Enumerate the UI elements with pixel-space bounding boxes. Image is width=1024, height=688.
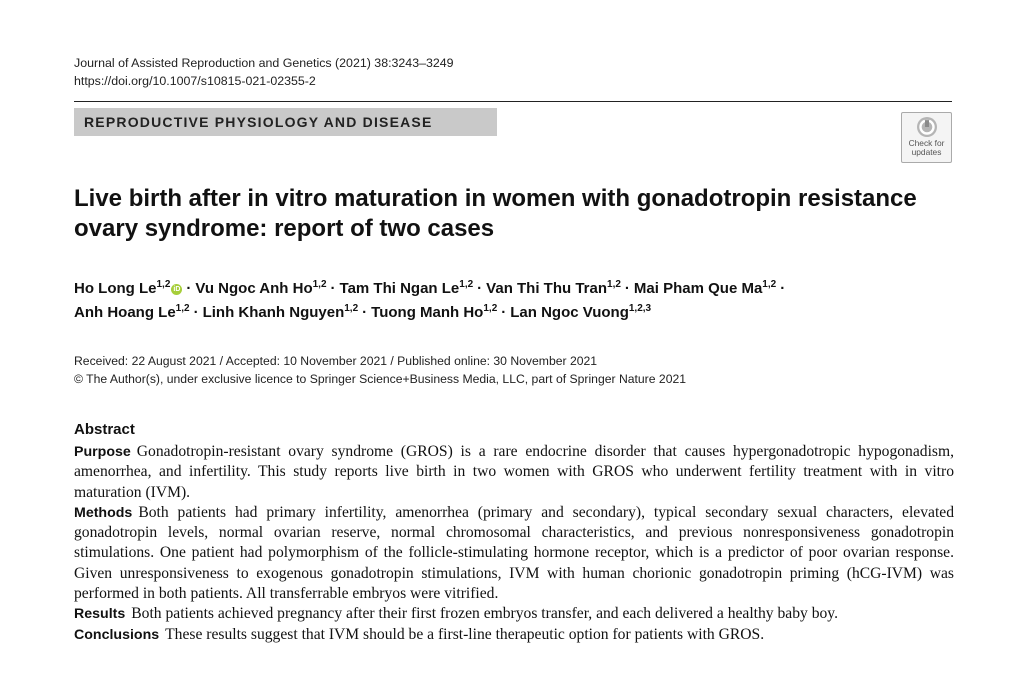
author-affiliation: 1,2 (483, 303, 498, 314)
author-name: Lan Ngoc Vuong (510, 304, 629, 321)
author-separator: · (477, 280, 483, 297)
header-rule (74, 101, 952, 102)
purpose-text: Gonadotropin-resistant ovary syndrome (GROS) is a rare endocrine disorder that causes hypergonadotropic hypogonadism, amenorrhea, and infertility. This study reports live birth in two women with GROS who underwent fertility treatment with in vitro maturation (IVM). (74, 443, 954, 501)
author[interactable] (195, 280, 326, 297)
copyright-line: © The Author(s), under exclusive licence to Springer Science+Business Media, LLC, part of Springer Nature 2021 (74, 372, 687, 386)
author-name: Vu Ngoc Anh Ho (195, 280, 313, 297)
author[interactable] (634, 280, 776, 297)
journal-citation: Journal of Assisted Reproduction and Genetics (2021) 38:3243–3249 (74, 56, 454, 70)
abstract-methods (74, 503, 954, 604)
section-label: REPRODUCTIVE PHYSIOLOGY AND DISEASE (74, 108, 497, 136)
author[interactable] (486, 280, 621, 297)
results-label: Results (74, 606, 126, 623)
purpose-label: Purpose (74, 444, 131, 460)
author-name: Mai Pham Que Ma (633, 280, 763, 297)
author-affiliation: 1,2 (175, 303, 190, 314)
abstract (74, 419, 954, 645)
abstract-results (74, 604, 954, 624)
author-list (74, 277, 954, 325)
author-name: Tuong Manh Ho (371, 304, 484, 321)
author-separator: · (362, 304, 368, 321)
author-name: Ho Long Le (74, 280, 157, 297)
author-affiliation: 1,2 (607, 279, 621, 290)
author-name: Anh Hoang Le (74, 304, 176, 321)
abstract-body (74, 442, 954, 645)
author-affiliation: 1,2 (312, 279, 327, 290)
methods-text: Both patients had primary infertility, amenorrhea (primary and secondary), typical secondary sexual characters, elevated gonadotropin levels, normal ovarian reserve, normal chromosomal characteristics, and previous nonresponsiveness gonadotropin stimulations. One patient had polymorphism of the follicle-stimulating hormone receptor, which is a predictor of poor ovarian response. Given unresponsiveness to exogenous gonadotropin stimulations, IVM with human chorionic gonadotropin priming (hCG-IVM) was performed in both patients. All transferrable embryos were vitrified. (74, 503, 954, 603)
author[interactable] (340, 280, 474, 297)
author-affiliation: 1,2 (344, 303, 359, 314)
author-name: Linh Khanh Nguyen (202, 304, 345, 321)
journal-header (74, 54, 454, 90)
author[interactable] (74, 304, 190, 321)
abstract-heading: Abstract (74, 421, 135, 438)
check-updates-label: Check for updates (908, 138, 945, 157)
author-affiliation: 1,2 (459, 279, 474, 290)
abstract-conclusions (74, 625, 954, 645)
article-title: Live birth after in vitro maturation in women with gonadotropin resistance ovary syndrome: report of two cases (74, 185, 917, 242)
author-affiliation: 1,2,3 (628, 303, 652, 314)
author[interactable] (74, 280, 182, 297)
conclusions-label: Conclusions (74, 626, 160, 643)
methods-label: Methods (74, 504, 133, 521)
check-updates-icon (916, 116, 938, 138)
author-separator: · (780, 280, 786, 297)
doi-link[interactable]: https://doi.org/10.1007/s10815-021-02355-2 (74, 74, 316, 88)
author[interactable] (371, 304, 497, 321)
author-separator: · (330, 280, 336, 297)
author-affiliation: 1,2 (156, 279, 171, 290)
results-text: Both patients achieved pregnancy after their first frozen embryos transfer, and each delivered a healthy baby boy. (131, 605, 838, 623)
publication-dates (74, 352, 686, 388)
author[interactable] (510, 304, 651, 321)
author-name: Tam Thi Ngan Le (339, 280, 460, 297)
author-separator: · (501, 304, 507, 321)
author-separator: · (624, 280, 630, 297)
author-affiliation: 1,2 (762, 279, 777, 290)
conclusions-text: These results suggest that IVM should be a first-line therapeutic option for patients with GROS. (165, 625, 765, 643)
check-for-updates-button[interactable] (901, 112, 952, 163)
orcid-icon[interactable]: iD (173, 286, 181, 293)
abstract-purpose (74, 442, 954, 503)
author-name: Van Thi Thu Tran (486, 280, 608, 297)
dates-line: Received: 22 August 2021 / Accepted: 10 November 2021 / Published online: 30 November 2021 (74, 354, 598, 368)
author[interactable] (203, 304, 359, 321)
author-separator: · (193, 304, 199, 321)
author-separator: · (186, 280, 192, 297)
